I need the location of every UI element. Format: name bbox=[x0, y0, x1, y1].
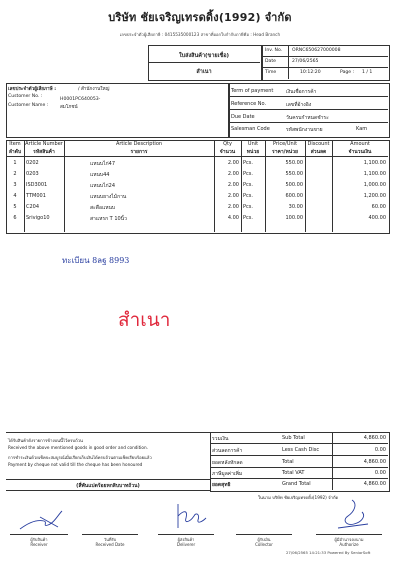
sales-label: Salesman Code bbox=[231, 126, 270, 132]
row-item: 4 bbox=[13, 193, 17, 199]
row-qty: 2.00 bbox=[227, 171, 239, 177]
col-amount-en: Amount bbox=[350, 141, 370, 147]
subtotal-value: 4,860.00 bbox=[363, 435, 386, 441]
sig-collector-en: Collector bbox=[255, 542, 273, 547]
row-item: 6 bbox=[13, 215, 17, 221]
customer-tax-label: เลขประจำตัวผู้เสียภาษี : bbox=[8, 87, 57, 92]
row-desc: แหนบยางไม้กาน bbox=[90, 194, 127, 200]
row-qty: 2.00 bbox=[227, 193, 239, 199]
col-amount-th: จำนวนเงิน bbox=[348, 149, 372, 155]
row-price: 30.00 bbox=[288, 204, 303, 210]
customer-no-label: Customer No. : bbox=[8, 94, 43, 99]
col-desc-th: รายการ bbox=[130, 149, 148, 155]
row-desc: แหนบ44 bbox=[90, 172, 110, 178]
sig-deliverer-en: Deliverer bbox=[176, 542, 196, 547]
row-code: Srivigo10 bbox=[26, 215, 50, 221]
sig-received-date-th: วันที่รับ bbox=[103, 537, 117, 542]
row-qty: 4.00 bbox=[227, 215, 239, 221]
copy-stamp: สำเนา bbox=[118, 309, 171, 331]
col-price-en: Price/Unit bbox=[272, 141, 298, 147]
cash-disc-th: ส่วนลดการค้า bbox=[212, 448, 243, 454]
col-item-en: Item bbox=[9, 141, 21, 147]
page-label: Page : bbox=[340, 70, 355, 75]
row-item: 5 bbox=[13, 204, 17, 210]
tax-line: เลขประจำตัวผู้เสียภาษี : 0415535000123 สาขาที่ออกใบกำกับภาษีคือ : Head Branch bbox=[119, 32, 281, 37]
row-amount: 1,200.00 bbox=[363, 193, 386, 199]
col-code-th: รหัสสินค้า bbox=[33, 149, 55, 155]
row-amount: 1,000.00 bbox=[363, 182, 386, 188]
row-item: 1 bbox=[13, 160, 17, 166]
total-value: 4,860.00 bbox=[363, 459, 386, 465]
sig-received-date-en: Received Date bbox=[95, 542, 125, 547]
customer-branch: / สำนักงานใหญ่ bbox=[78, 87, 110, 92]
time-value: 10:12:20 bbox=[300, 70, 321, 75]
col-disc-en: Discount bbox=[307, 141, 330, 147]
row-price: 500.00 bbox=[285, 182, 303, 188]
sales-code-label: รหัสพนักงานขาย bbox=[286, 127, 323, 133]
row-price: 550.00 bbox=[285, 160, 303, 166]
row-amount: 1,100.00 bbox=[363, 171, 386, 177]
col-unit-th: หน่วย bbox=[246, 149, 260, 155]
note-line-3: การชำระเงินด้วยเช็คจะสมบูรณ์เมื่อเรียกเก็บเงินได้ครบถ้วนตามเช็คเรียบร้อยแล้ว bbox=[8, 455, 152, 460]
ref-value: เลขที่อ้างอิง bbox=[286, 102, 312, 108]
grand-total-th: ยอดสุทธิ bbox=[212, 482, 231, 488]
vat-value: 0.00 bbox=[374, 470, 386, 476]
row-code: 0202 bbox=[26, 160, 39, 166]
note-line-1: ได้รับสินค้าดังรายการข้างบนนี้ไว้ครบถ้วน bbox=[8, 438, 83, 443]
sig-collector-th: ผู้รับเงิน bbox=[257, 537, 271, 542]
page-value: 1 / 1 bbox=[362, 70, 373, 75]
col-unit-en: Unit bbox=[247, 141, 259, 147]
row-unit: Pcs. bbox=[243, 160, 253, 166]
due-label: Due Date bbox=[231, 114, 255, 120]
col-item-th: ลำดับ bbox=[8, 149, 22, 155]
grand-total-value: 4,860.00 bbox=[363, 481, 386, 487]
row-desc: แหนบไก่47 bbox=[90, 161, 116, 167]
sales-value: Kam bbox=[356, 126, 368, 132]
row-amount: 400.00 bbox=[368, 215, 386, 221]
customer-name: สมโภชน์ bbox=[60, 105, 78, 110]
col-desc-en: Article Description bbox=[115, 141, 163, 147]
row-desc: แหนบไก่24 bbox=[90, 183, 116, 189]
company-name: บริษัท ชัยเจริญเทรดดิ้ง(1992) จำกัด bbox=[108, 11, 292, 24]
total-en: Total bbox=[282, 459, 294, 465]
footer-timestamp: 27/06/2565 14:21:33 Powered By SeniorSoft bbox=[286, 550, 371, 555]
customer-no: H0001PC640053- bbox=[60, 97, 101, 102]
row-unit: Pcs. bbox=[243, 215, 253, 221]
cash-disc-value: 0.00 bbox=[374, 447, 386, 453]
receiver-signature bbox=[18, 505, 68, 533]
row-unit: Pcs. bbox=[243, 182, 253, 188]
sig-deliverer-th: ผู้ส่งสินค้า bbox=[177, 537, 195, 542]
row-qty: 2.00 bbox=[227, 182, 239, 188]
grand-total-en: Grand Total bbox=[282, 481, 311, 487]
deliverer-signature bbox=[170, 500, 210, 532]
col-disc-th: ส่วนลด bbox=[310, 149, 327, 155]
inv-no-label: Inv. No. bbox=[265, 48, 283, 53]
row-code: C204 bbox=[26, 204, 40, 210]
row-code: ISD3001 bbox=[26, 182, 48, 188]
row-amount: 1,100.00 bbox=[363, 160, 386, 166]
note-line-4: Payment by cheque not valid till the cheque has been honoured bbox=[8, 462, 143, 467]
time-label: Time bbox=[265, 70, 277, 75]
row-desc: สะดือแหนบ bbox=[90, 205, 116, 211]
sig-authorize-th: ผู้มีอำนาจลงนาม bbox=[334, 537, 364, 542]
row-price: 550.00 bbox=[285, 171, 303, 177]
vat-th: ภาษีมูลค่าเพิ่ม bbox=[212, 471, 243, 477]
amount-in-words: (สี่พันแปดร้อยหกสิบบาทถ้วน) bbox=[76, 483, 140, 489]
subtotal-en: Sub Total bbox=[282, 435, 305, 441]
date-value: 27/06/2565 bbox=[292, 59, 319, 64]
cash-disc-en: Less Cash Disc bbox=[282, 447, 320, 453]
company-sign: ในนาม บริษัท ชัยเจริญเทรดดิ้ง(1992) จำกัด bbox=[258, 495, 339, 500]
sig-authorize-en: Authorize bbox=[339, 542, 359, 547]
sig-receiver-en: Receiver bbox=[30, 542, 48, 547]
row-price: 600.00 bbox=[285, 193, 303, 199]
row-price: 100.00 bbox=[285, 215, 303, 221]
vat-en: Total VAT bbox=[282, 470, 305, 476]
row-code: TTM001 bbox=[26, 193, 46, 199]
row-qty: 2.00 bbox=[227, 160, 239, 166]
inv-no: ORNC650627000008 bbox=[292, 48, 341, 53]
note-line-2: Received the above mentioned goods in good order and condition. bbox=[8, 445, 148, 450]
copy-title: สำเนา bbox=[196, 69, 212, 75]
row-unit: Pcs. bbox=[243, 204, 253, 210]
doc-title: ใบส่งสินค้า(ขายเชื่อ) bbox=[178, 53, 230, 59]
customer-name-label: Customer Name : bbox=[8, 103, 49, 108]
col-price-th: ราคา/หน่วย bbox=[272, 149, 298, 155]
row-desc: สาแหรก T 10นิ้ว bbox=[90, 216, 127, 222]
row-amount: 60.00 bbox=[371, 204, 386, 210]
date-label: Date bbox=[265, 59, 276, 64]
row-item: 2 bbox=[13, 171, 17, 177]
row-unit: Pcs. bbox=[243, 171, 253, 177]
col-qty-th: จำนวน bbox=[219, 149, 236, 155]
term-value: เงินเชื่อการค้า bbox=[286, 89, 317, 95]
row-qty: 2.00 bbox=[227, 204, 239, 210]
subtotal-th: รวมเงิน bbox=[212, 436, 229, 442]
term-label: Term of payment bbox=[231, 88, 274, 94]
due-value: วันครบกำหนดชำระ bbox=[286, 115, 329, 121]
row-unit: Pcs. bbox=[243, 193, 253, 199]
col-code-en: Article Number bbox=[25, 141, 63, 147]
row-code: 0203 bbox=[26, 171, 39, 177]
ref-label: Reference No. bbox=[231, 101, 267, 107]
authorize-signature bbox=[332, 498, 372, 532]
total-th: ยอดหลังหักลด bbox=[212, 460, 243, 466]
handwritten-note: ทะเบียน 8ลฐ 8993 bbox=[62, 256, 130, 265]
row-item: 3 bbox=[13, 182, 17, 188]
col-qty-en: Qty bbox=[223, 141, 232, 147]
sig-receiver-th: ผู้รับสินค้า bbox=[30, 537, 48, 542]
